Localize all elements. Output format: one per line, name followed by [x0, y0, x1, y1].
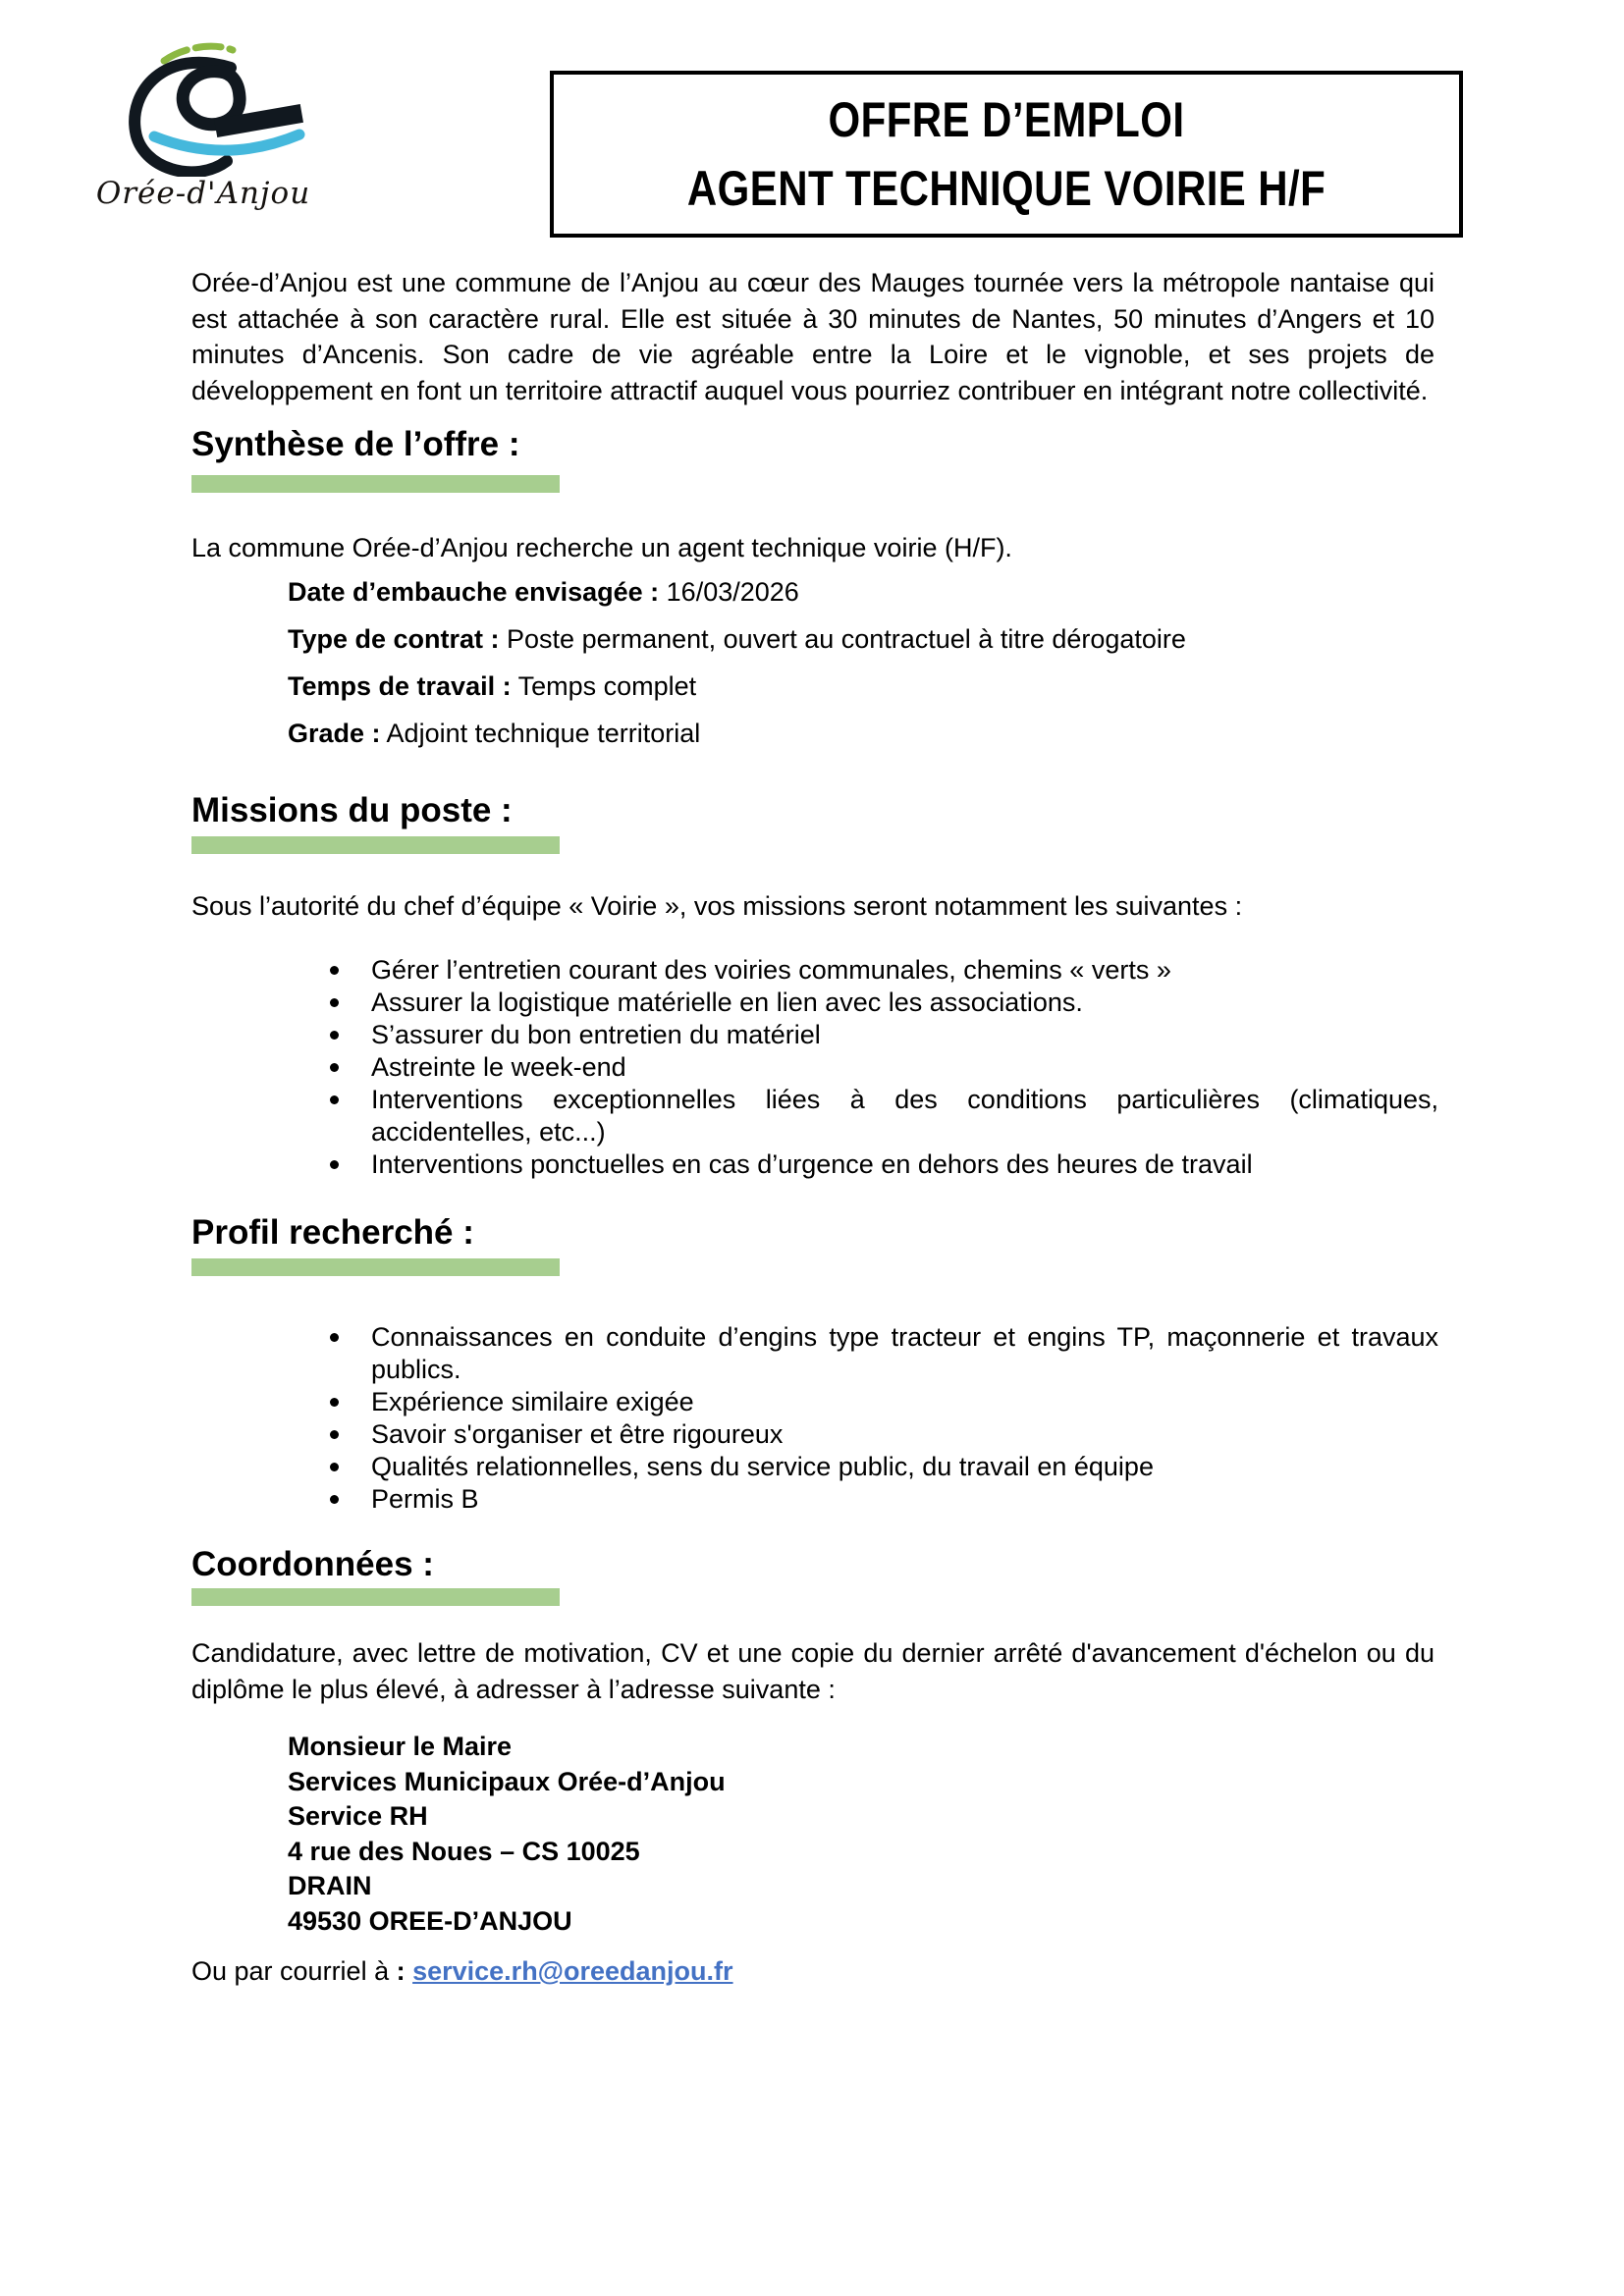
missions-lead: Sous l’autorité du chef d’équipe « Voirie », vos missions seront notamment les suivantes :: [191, 891, 1243, 921]
list-item: Qualités relationnelles, sens du service public, du travail en équipe: [327, 1451, 1438, 1483]
list-item: Astreinte le week-end: [327, 1051, 1438, 1084]
address-line: Service RH: [288, 1801, 428, 1831]
offer-details: [288, 575, 1436, 764]
oree-danjou-logo-icon: [93, 37, 314, 177]
title-line-1: OFFRE D’EMPLOI: [828, 91, 1185, 147]
detail-value: Adjoint technique territorial: [380, 719, 701, 748]
section-heading-missions: Missions du poste :: [191, 791, 513, 829]
address-line: Services Municipaux Orée-d’Anjou: [288, 1766, 726, 1796]
detail-row: [288, 669, 1436, 703]
synthese-lead: La commune Orée-d’Anjou recherche un agent technique voirie (H/F).: [191, 533, 1012, 562]
missions-list: [327, 954, 1438, 1181]
address-block: [288, 1730, 726, 1939]
title-box: [550, 71, 1463, 238]
logo: [90, 37, 316, 211]
profil-list: [327, 1321, 1438, 1516]
logo-wordmark: Orée-d'Anjou: [95, 176, 311, 211]
detail-row: [288, 622, 1436, 656]
detail-value: 16/03/2026: [659, 577, 799, 607]
address-line: DRAIN: [288, 1871, 372, 1900]
list-item: Savoir s'organiser et être rigoureux: [327, 1418, 1438, 1451]
address-line: 49530 OREE-D’ANJOU: [288, 1905, 572, 1936]
email-link[interactable]: service.rh@oreedanjou.fr: [412, 1956, 733, 1986]
section-underline-coordonnees: [191, 1588, 560, 1606]
detail-row: [288, 717, 1436, 750]
address-line: Monsieur le Maire: [288, 1732, 513, 1761]
detail-label: Temps de travail :: [288, 671, 512, 701]
list-item: Interventions ponctuelles en cas d’urgence en dehors des heures de travail: [327, 1148, 1438, 1181]
detail-label: Grade :: [288, 719, 381, 748]
email-prefix: Ou par courriel à: [191, 1956, 390, 1986]
detail-value: Temps complet: [511, 671, 697, 701]
list-item: Connaissances en conduite d’engins type tracteur et engins TP, maçonnerie et travaux publics.: [327, 1321, 1438, 1386]
intro-paragraph: Orée-d’Anjou est une commune de l’Anjou au cœur des Mauges tournée vers la métropole nantaise qui est attachée à son caractère rural. Elle est située à 30 minutes de Nantes, 50 minutes d’Angers et 10 minutes d’Ancenis. Son cadre de vie agréable entre la Loire et le vignoble, et ses projets de développement en font un territoire attractif auquel vous pourriez contribuer en intégrant notre collectivité.: [191, 268, 1435, 405]
section-heading-coordonnees: Coordonnées :: [191, 1545, 434, 1583]
list-item: S’assurer du bon entretien du matériel: [327, 1019, 1438, 1051]
list-item: Permis B: [327, 1483, 1438, 1516]
section-heading-profil: Profil recherché :: [191, 1213, 474, 1252]
list-item: Interventions exceptionnelles liées à des conditions particulières (climatiques, accidentelles, etc...): [327, 1084, 1438, 1148]
list-item: Gérer l’entretien courant des voiries communales, chemins « verts »: [327, 954, 1438, 987]
section-underline-missions: [191, 836, 560, 854]
title-line-2: AGENT TECHNIQUE VOIRIE H/F: [686, 161, 1326, 217]
list-item: Assurer la logistique matérielle en lien avec les associations.: [327, 987, 1438, 1019]
detail-label: Date d’embauche envisagée :: [288, 577, 660, 607]
section-heading-synthese: Synthèse de l’offre :: [191, 425, 520, 463]
detail-value: Poste permanent, ouvert au contractuel à titre dérogatoire: [499, 624, 1186, 654]
address-line: 4 rue des Noues – CS 10025: [288, 1836, 640, 1866]
detail-row: [288, 575, 1436, 609]
email-colon: :: [389, 1956, 413, 1986]
coordonnees-paragraph: Candidature, avec lettre de motivation, CV et une copie du dernier arrêté d'avancement d'échelon ou du diplôme le plus élevé, à adresser à l’adresse suivante :: [191, 1638, 1435, 1704]
section-underline-synthese: [191, 475, 560, 493]
email-line: [191, 1956, 733, 1987]
list-item: Expérience similaire exigée: [327, 1386, 1438, 1418]
section-underline-profil: [191, 1258, 560, 1276]
detail-label: Type de contrat :: [288, 624, 500, 654]
